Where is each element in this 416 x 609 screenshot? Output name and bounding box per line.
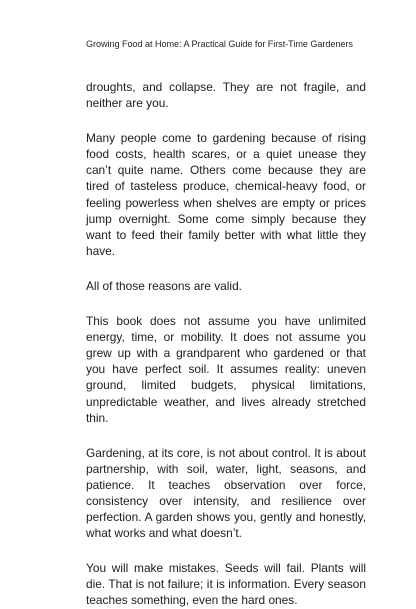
paragraph-assumptions: This book does not assume you have unlimited energy, time, or mobility. It does not assume you grew up with a grandparent who gardened or that you have perfect soil. It assumes reality: uneven ground, limited budgets, physical limitations, unpredictable weather, and lives already stretched thin. bbox=[86, 314, 366, 425]
paragraph-continuation: droughts, and collapse. They are not fragile, and neither are you. bbox=[86, 80, 366, 111]
paragraph-reasons: Many people come to gardening because of rising food costs, health scares, or a quiet unease they can’t quite name. Others come because they are tired of tasteless produce, chemical-heavy food, or feeling powerless when shelves are empty or prices jump overnight. Some come simply because they want to feed their family better with what little they have. bbox=[86, 131, 366, 258]
running-header: Growing Food at Home: A Practical Guide for First-Time Gardeners bbox=[86, 39, 353, 49]
paragraph-partnership: Gardening, at its core, is not about control. It is about partnership, with soil, water, light, seasons, and patience. It teaches observation over force, consistency over intensity, and resilience over perfection. A garden shows you, gently and honestly, what works and what doesn’t. bbox=[86, 445, 366, 541]
body-text bbox=[86, 79, 366, 609]
paragraph-mistakes: You will make mistakes. Seeds will fail. Plants will die. That is not failure; it is information. Every season teaches something, even the hard ones. bbox=[86, 561, 366, 608]
paragraph-valid: All of those reasons are valid. bbox=[86, 278, 242, 293]
